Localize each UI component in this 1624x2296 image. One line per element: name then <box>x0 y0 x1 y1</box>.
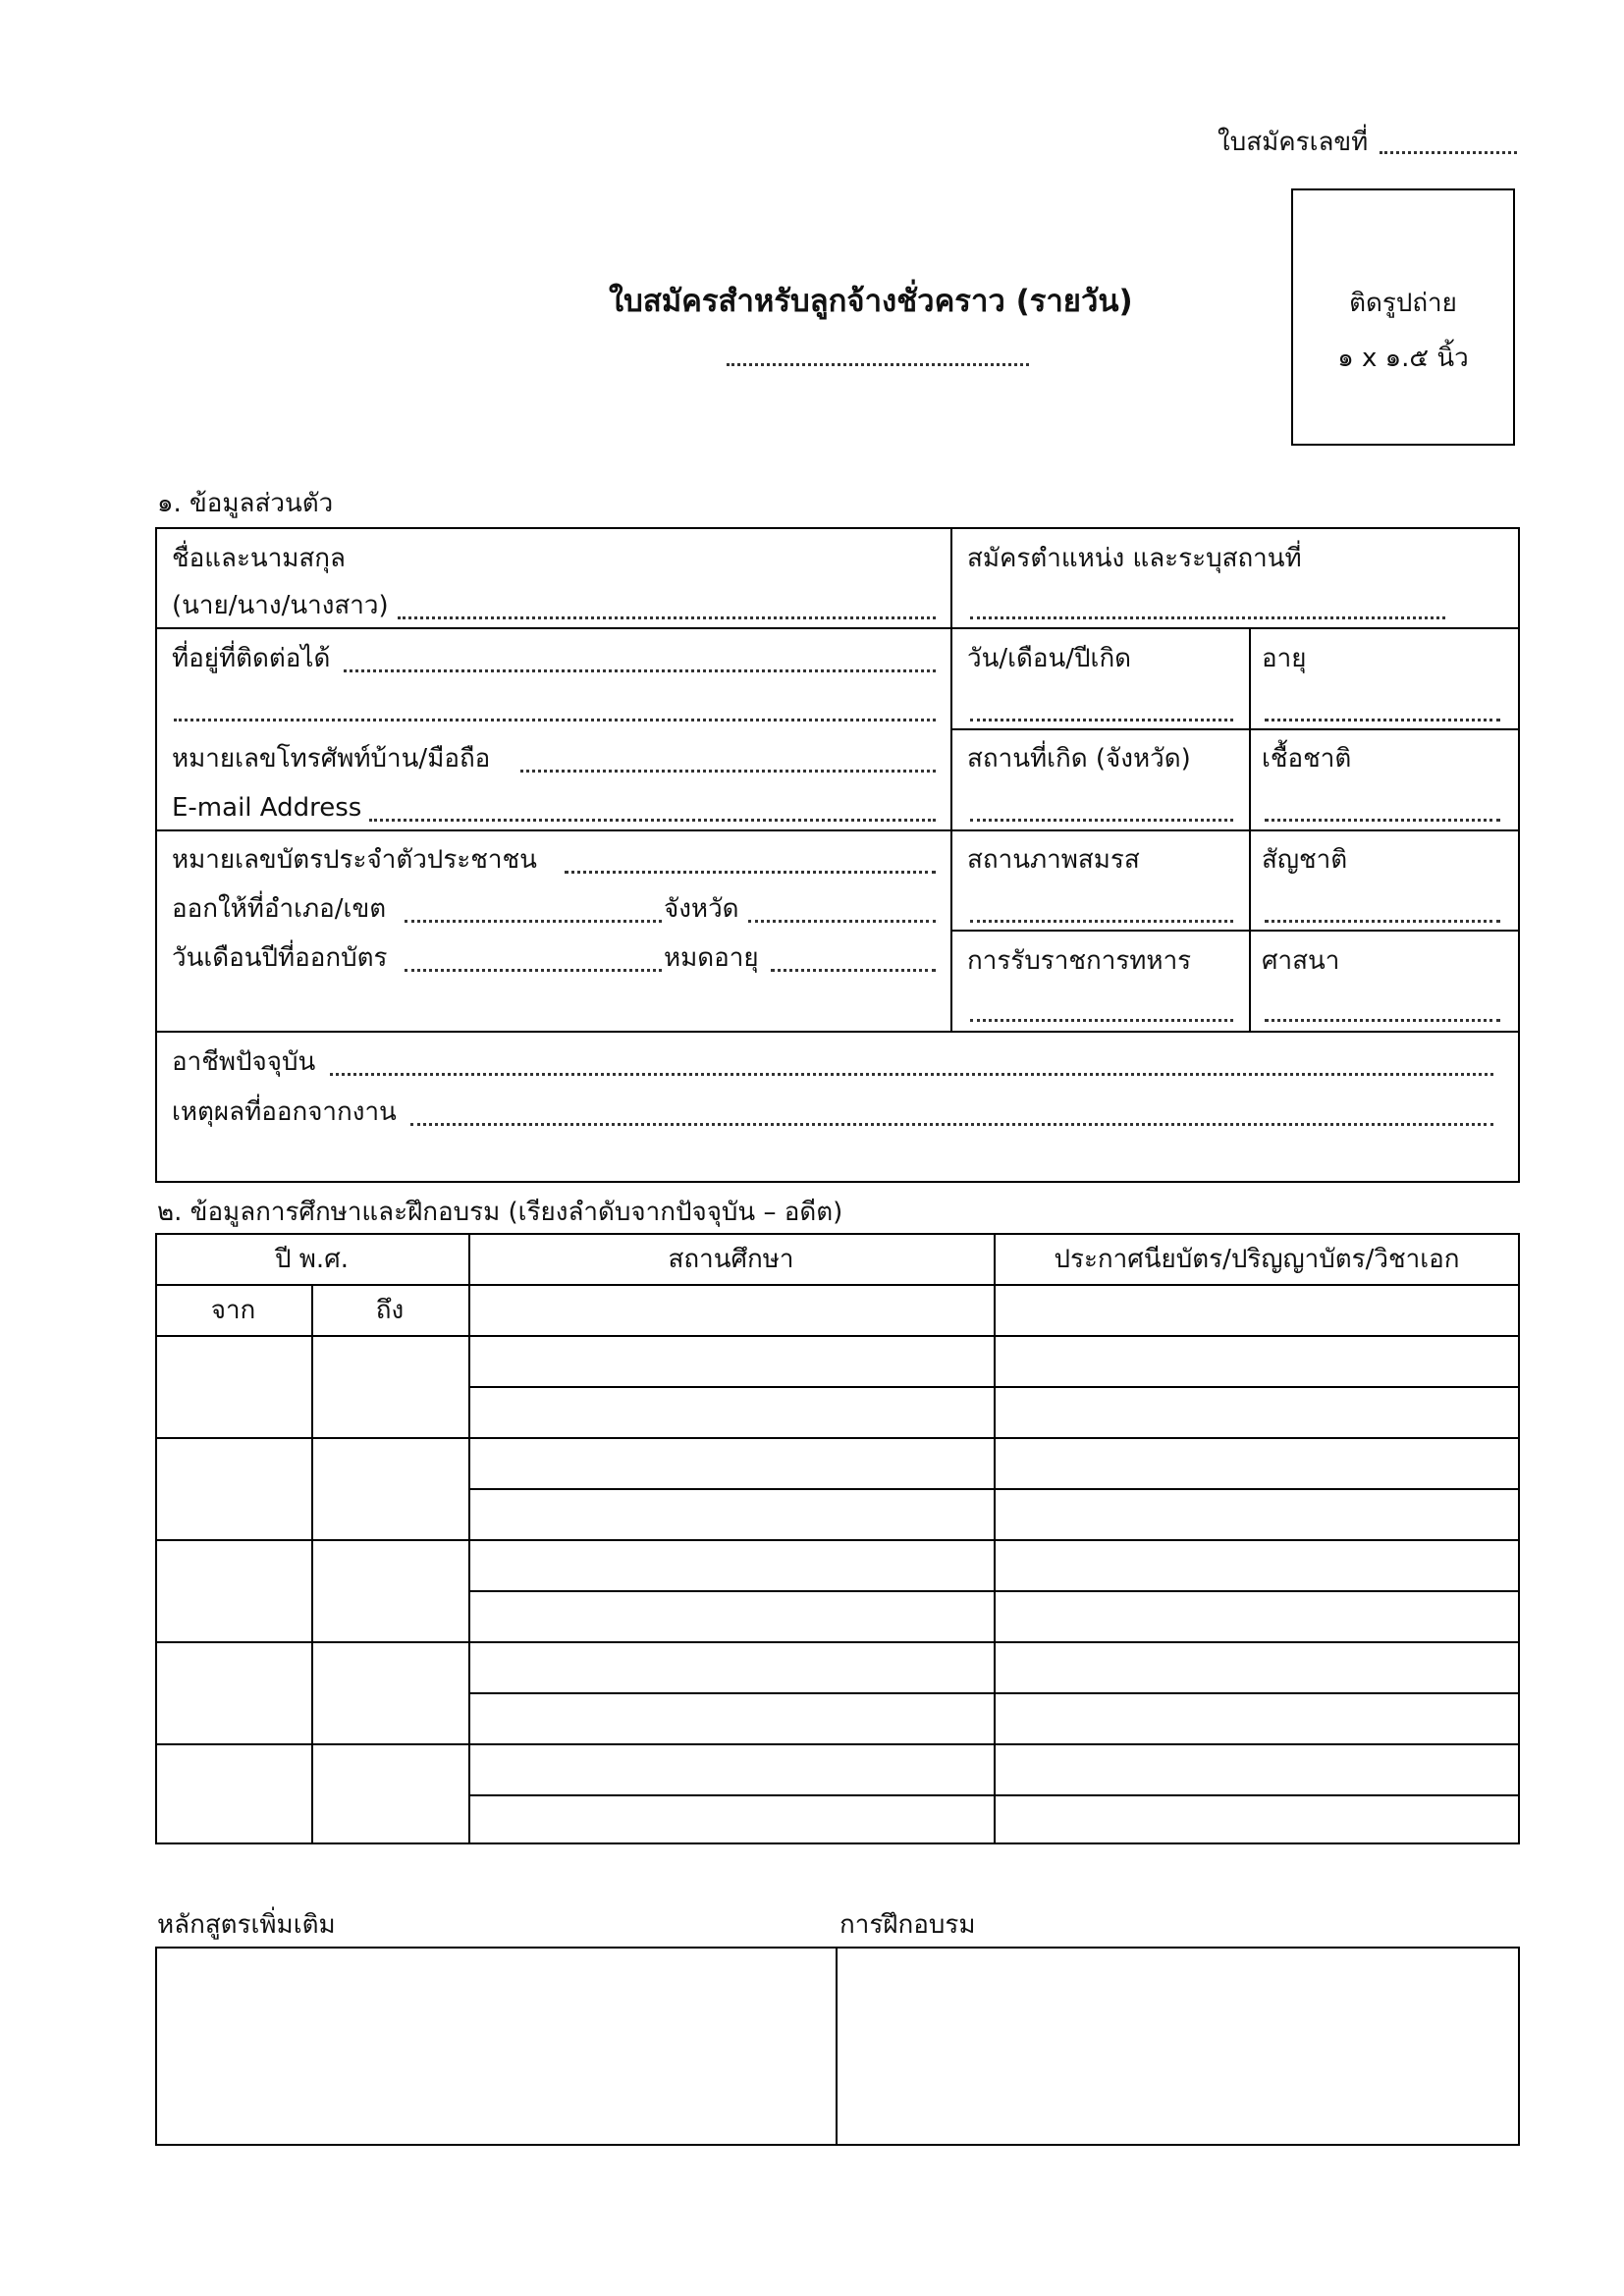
position-label: สมัครตำแหน่ง และระบุสถานที่ <box>967 544 1302 573</box>
leave-reason-label: เหตุผลที่ออกจากงาน <box>172 1097 397 1127</box>
id-card-label: หมายเลขบัตรประจำตัวประชาชน <box>172 845 537 875</box>
id-card-field[interactable] <box>565 871 936 874</box>
education-from-cell[interactable] <box>157 1745 309 1842</box>
email-field[interactable] <box>369 819 936 822</box>
column-to-header: ถึง <box>375 1296 405 1325</box>
section1-heading: ๑. ข้อมูลส่วนตัว <box>157 489 334 518</box>
training-label: การฝึกอบรม <box>839 1910 976 1940</box>
position-field[interactable] <box>970 616 1445 619</box>
occupation-label: อาชีพปัจจุบัน <box>172 1047 316 1077</box>
education-institution-cell[interactable] <box>470 1337 992 1384</box>
education-from-cell[interactable] <box>157 1643 309 1741</box>
religion-field[interactable] <box>1265 1019 1500 1022</box>
religion-label: ศาสนา <box>1262 946 1340 976</box>
column-degree-header: ประกาศนียบัตร/ปริญญาบัตร/วิชาเอก <box>1054 1245 1460 1274</box>
training-box[interactable] <box>836 1947 1520 2146</box>
military-label: การรับราชการทหาร <box>967 946 1192 976</box>
phone-field[interactable] <box>520 770 936 773</box>
application-number-field[interactable] <box>1380 151 1517 154</box>
phone-label: หมายเลขโทรศัพท์บ้าน/มือถือ <box>172 744 491 774</box>
birthplace-label: สถานที่เกิด (จังหวัด) <box>967 744 1191 774</box>
birthplace-field[interactable] <box>970 819 1233 822</box>
issued-at-field[interactable] <box>405 920 662 923</box>
education-from-cell[interactable] <box>157 1439 309 1537</box>
column-year-header: ปี พ.ศ. <box>275 1245 349 1274</box>
agency-field[interactable] <box>727 363 1029 366</box>
photo-label: ติดรูปถ่าย <box>1349 289 1457 318</box>
nationality-label: สัญชาติ <box>1262 845 1348 875</box>
address-field-line1[interactable] <box>344 669 936 672</box>
ethnicity-field[interactable] <box>1265 819 1500 822</box>
column-from-header: จาก <box>210 1296 256 1325</box>
dob-label: วัน/เดือน/ปีเกิด <box>967 644 1132 673</box>
occupation-field[interactable] <box>330 1073 1493 1076</box>
education-to-cell[interactable] <box>313 1745 466 1842</box>
email-label: E-mail Address <box>172 793 362 823</box>
education-to-cell[interactable] <box>313 1337 466 1435</box>
column-institution-header: สถานศึกษา <box>668 1245 794 1274</box>
name-prefix-label: (นาย/นาง/นางสาว) <box>172 591 389 620</box>
issue-date-label: วันเดือนปีที่ออกบัตร <box>172 943 388 973</box>
address-field-line2[interactable] <box>174 719 936 721</box>
age-label: อายุ <box>1262 644 1307 673</box>
province-field[interactable] <box>748 920 936 923</box>
leave-reason-field[interactable] <box>410 1123 1493 1126</box>
education-from-cell[interactable] <box>157 1541 309 1639</box>
section2-heading: ๒. ข้อมูลการศึกษาและฝึกอบรม (เรียงลำดับจากปัจจุบัน – อดีต) <box>157 1198 843 1227</box>
name-field[interactable] <box>398 616 936 619</box>
expiry-field[interactable] <box>771 969 936 972</box>
education-to-cell[interactable] <box>313 1643 466 1741</box>
age-field[interactable] <box>1265 719 1500 721</box>
expiry-label: หมดอายุ <box>664 943 759 973</box>
photo-box <box>1291 188 1515 446</box>
marital-status-field[interactable] <box>970 920 1233 923</box>
address-label: ที่อยู่ที่ติดต่อได้ <box>172 644 331 673</box>
education-from-cell[interactable] <box>157 1337 309 1435</box>
name-label: ชื่อและนามสกุล <box>172 544 346 573</box>
education-degree-cell[interactable] <box>996 1337 1518 1384</box>
ethnicity-label: เชื้อชาติ <box>1262 744 1352 774</box>
form-title: ใบสมัครสำหรับลูกจ้างชั่วคราว (รายวัน) <box>609 284 1133 319</box>
courses-box[interactable] <box>155 1947 838 2146</box>
photo-size-label: ๑ x ๑.๕ นิ้ว <box>1337 344 1469 373</box>
issued-at-label: ออกให้ที่อำเภอ/เขต <box>172 894 387 924</box>
application-number-label: ใบสมัครเลขที่ <box>1218 128 1369 157</box>
education-to-cell[interactable] <box>313 1439 466 1537</box>
nationality-field[interactable] <box>1265 920 1500 923</box>
marital-status-label: สถานภาพสมรส <box>967 845 1140 875</box>
issue-date-field[interactable] <box>405 969 662 972</box>
military-field[interactable] <box>970 1019 1233 1022</box>
courses-label: หลักสูตรเพิ่มเติม <box>157 1910 336 1940</box>
province-label: จังหวัด <box>664 894 739 924</box>
education-to-cell[interactable] <box>313 1541 466 1639</box>
dob-field[interactable] <box>970 719 1233 721</box>
